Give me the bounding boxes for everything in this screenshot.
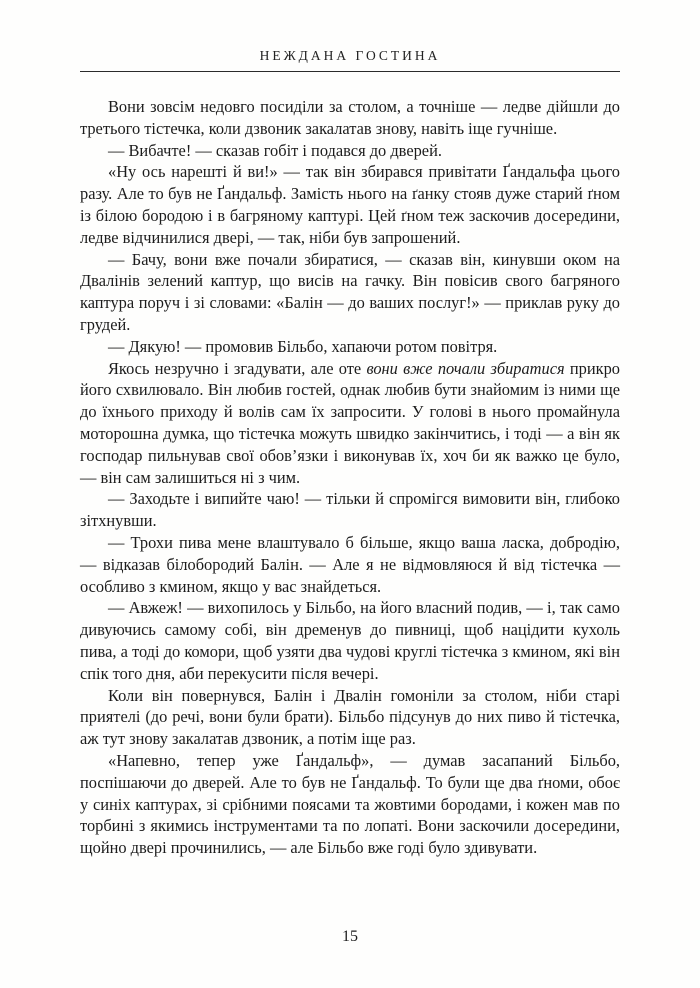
paragraph: [80, 358, 620, 489]
header-rule: [80, 71, 620, 72]
paragraph: [80, 488, 620, 532]
paragraph: [80, 249, 620, 336]
page-number: 15: [342, 928, 358, 945]
body-text: — Заходьте і випийте чаю! — тільки й спромігся вимовити він, глибоко зітхнувши.: [80, 489, 620, 531]
paragraph: [80, 597, 620, 684]
paragraph: [80, 532, 620, 597]
paragraph: [80, 685, 620, 750]
chapter-running-head: НЕЖДАНА ГОСТИНА: [259, 48, 441, 63]
body-text: — Бачу, вони вже почали збиратися, — сказав він, кинувши оком на Двалінів зелений каптур, що висів на гачку. Він повісив свого багряного каптура поруч і зі словами: «Балін — до ваших послуг!» — приклав руку до грудей.: [80, 249, 620, 334]
paragraph: [80, 336, 620, 358]
body-text: — Трохи пива мене влаштувало б більше, якщо ваша ласка, добродію, — відказав білобородий Балін. — Але я не відмовляюся й від тістечка — особливо з кмином, якщо у вас знайдеться.: [80, 532, 620, 596]
text-block: [80, 96, 620, 859]
paragraph: [80, 140, 620, 162]
body-text: прикро його схвилювало. Він любив гостей, однак любив бути знайомим із ними ще до їхнього приходу й волів сам їх запросити. У голові в нього промайнула моторошна думка, що тістечка можуть швидко закінчитись, і тоді — а він як господар пильнував свої обов’язки і виконував їх, хоч би як важко це було, — він сам залишиться ні з чим.: [80, 358, 620, 487]
paragraph: [80, 96, 620, 140]
paragraph: [80, 750, 620, 859]
body-text: Вони зовсім недовго посиділи за столом, а точніше — ледве дійшли до третього тістечка, коли дзвоник закалатав знову, навіть іще гучніше.: [80, 97, 620, 138]
paragraph: [80, 161, 620, 248]
body-text: Коли він повернувся, Балін і Двалін гомоніли за столом, ніби старі приятелі (до речі, вони були брати). Більбо підсунув до них пиво й тістечка, аж тут знову закалатав дзвоник, а потім іще раз.: [80, 685, 620, 749]
body-text: — Дякую! — промовив Більбо, хапаючи ротом повітря.: [108, 336, 498, 356]
body-text: — Вибачте! — сказав гобіт і подався до дверей.: [108, 140, 442, 160]
body-text: Якось незручно і згадувати, але оте: [108, 358, 367, 378]
body-text: — Авжеж! — вихопилось у Більбо, на його власний подив, — і, так само дивуючись самому собі, він дременув до пивниці, щоб націдити кухоль пива, а тоді до комори, щоб узяти два чудові круглі тістечка з кмином, які він спік того дня, аби перекусити після вечері.: [80, 598, 620, 683]
body-text: «Ну ось нарешті й ви!» — так він збирався привітати Ґандальфа цього разу. Але то був не Ґандальф. Замість нього на ґанку стояв дуже старий ґном із білою бородою і в багряному каптурі. Цей ґном теж заскочив досередини, ледве відчинилися двері, — так, ніби був запрошений.: [80, 162, 620, 247]
body-text: «Напевно, тепер уже Ґандальф», — думав засапаний Більбо, поспішаючи до дверей. Але то був не Ґандальф. То були ще два ґноми, обоє у синіх каптурах, зі срібними поясами та жовтими бородами, і кожен мав по торбині з якимись інструментами та по лопаті. Вони заскочили досередини, щойно двері прочинились, — але Більбо вже годі було здивувати.: [80, 750, 620, 858]
emphasized-text: вони вже почали збиратися: [366, 358, 565, 378]
